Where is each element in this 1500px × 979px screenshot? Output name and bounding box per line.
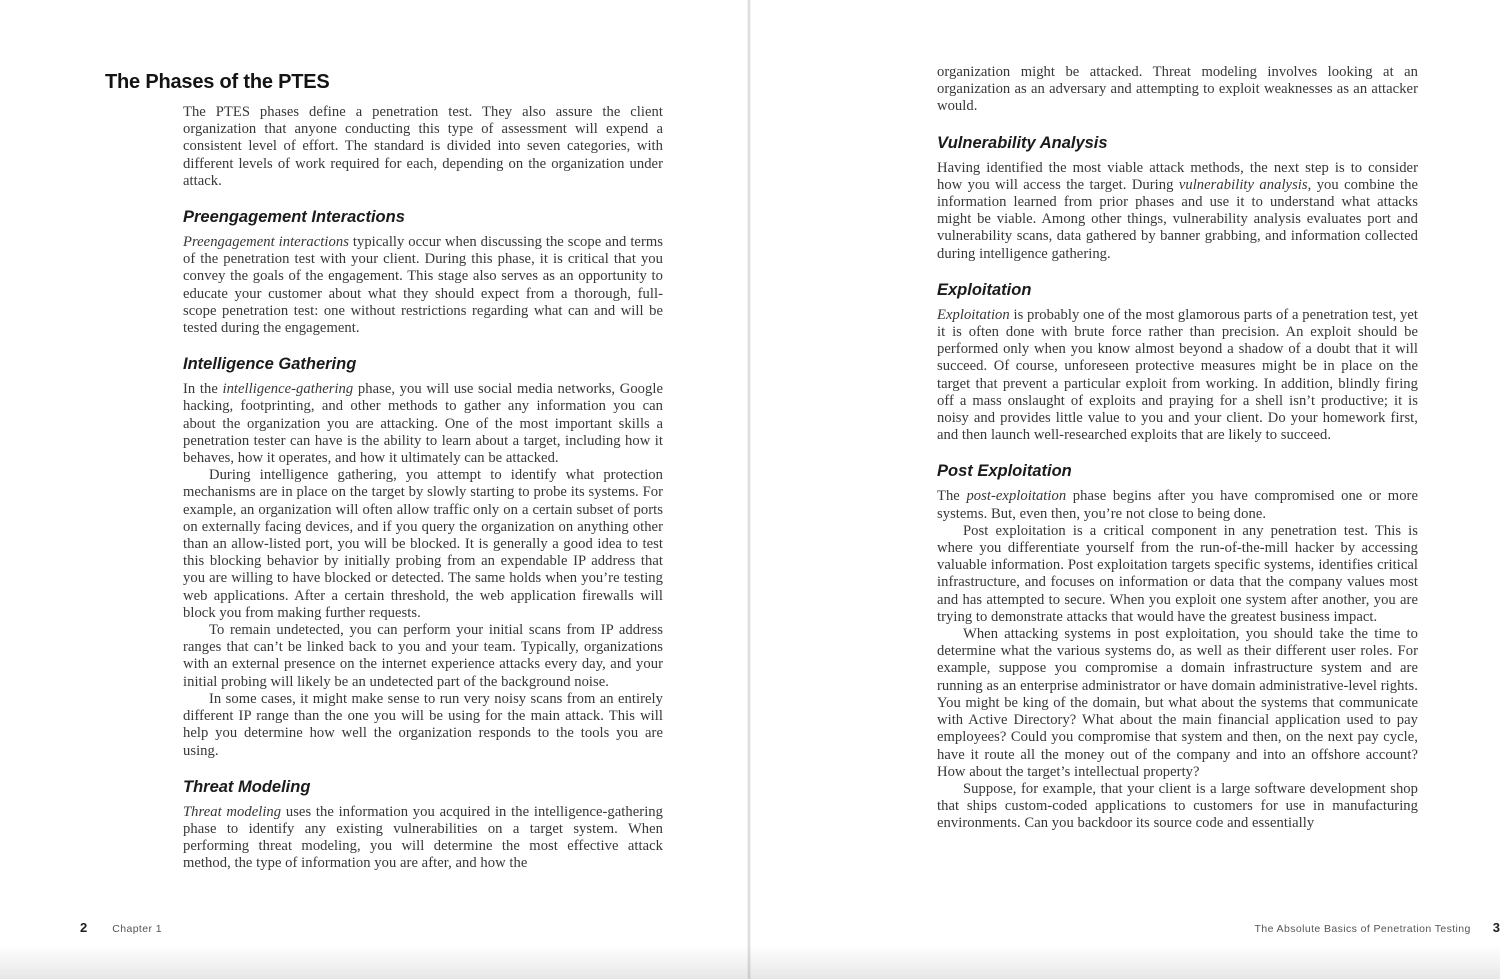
paragraph bbox=[937, 781, 1418, 833]
paragraph bbox=[937, 64, 1418, 116]
page-number: 3 bbox=[1492, 920, 1500, 935]
body-text: Having identified the most viable attack methods, the next step is to consider how you will access the target. During bbox=[937, 159, 1418, 193]
paragraph bbox=[183, 622, 663, 691]
paragraph bbox=[183, 691, 663, 760]
body-text: Suppose, for example, that your client is a large software development shop that ships custom-coded applications to customers for use in manufacturing environments. Can you backdoor its source code and essentially bbox=[937, 780, 1418, 832]
right-page bbox=[750, 0, 1500, 979]
subsection-heading-exploitation: Exploitation bbox=[937, 280, 1032, 299]
right-text-column bbox=[937, 64, 1418, 833]
emphasized-text: Threat modeling bbox=[183, 803, 282, 820]
body-text: In some cases, it might make sense to run very noisy scans from an entirely different IP range than the one you will be using for the main attack. This will help you determine how well the organization responds to the tools you are using. bbox=[183, 690, 663, 759]
body-text: phase begins after you have compromised one or more systems. But, even then, you’re not close to being done. bbox=[937, 488, 1418, 522]
paragraph bbox=[183, 467, 663, 622]
paragraph bbox=[937, 488, 1418, 522]
body-text: is probably one of the most glamorous parts of a penetration test, yet it is often done with brute force rather than precision. An exploit should be performed only when you know almost beyond a shadow of a doubt that it will succeed. Of course, unforeseen protective measures might be in place on the target that prevent a particular exploit from working. In addition, blindly firing off a mass onslaught of exploits and praying for a shell isn’t productive; it is noisy and provides little value to you and your client. Do your homework first, and then launch well-researched exploits that are likely to succeed. bbox=[937, 306, 1418, 444]
subsection-heading-preengagement: Preengagement Interactions bbox=[183, 208, 405, 227]
subsection-heading-threat-modeling: Threat Modeling bbox=[183, 777, 311, 796]
page-gutter-divider bbox=[748, 0, 750, 979]
book-running-label: The Absolute Basics of Penetration Testing bbox=[1254, 923, 1471, 935]
body-text: The bbox=[937, 488, 967, 505]
body-text: phase, you will use social media networks, Google hacking, footprinting, and other methods to gather any information you can about the organization you are attacking. One of the most important skills a penetration tester can have is the ability to learn about a target, including how it behaves, how it operates, and how it ultimately can be attacked. bbox=[183, 381, 663, 467]
body-text: To remain undetected, you can perform your initial scans from IP address ranges that can’t be linked back to you and your team. Typically, organizations with an external presence on the internet experience attacks every day, and your initial probing will likely be an undetected part of the background noise. bbox=[183, 622, 663, 690]
emphasized-text: intelligence-gathering bbox=[222, 381, 354, 398]
subsection-heading-intelligence-gathering: Intelligence Gathering bbox=[183, 355, 357, 374]
body-text: organization might be attacked. Threat modeling involves looking at an organization as an adversary and attempting to exploit weaknesses as an attacker would. bbox=[937, 64, 1418, 115]
paragraph bbox=[183, 234, 663, 337]
paragraph bbox=[183, 104, 663, 190]
right-page-footer bbox=[750, 920, 1500, 935]
left-text-column bbox=[183, 104, 663, 873]
emphasized-text: Exploitation bbox=[937, 306, 1010, 323]
emphasized-text: vulnerability analysis bbox=[1178, 176, 1308, 193]
subsection-heading-post-exploitation: Post Exploitation bbox=[937, 462, 1072, 481]
paragraph bbox=[937, 626, 1418, 781]
body-text: In the bbox=[183, 381, 223, 398]
left-page-footer bbox=[0, 920, 830, 935]
emphasized-text: Preengagement interactions bbox=[183, 234, 349, 251]
subsection-heading-vulnerability-analysis: Vulnerability Analysis bbox=[937, 133, 1108, 152]
paragraph bbox=[183, 804, 663, 873]
section-title: The Phases of the PTES bbox=[105, 71, 330, 93]
body-text: When attacking systems in post exploitation, you should take the time to determine what the various systems do, as well as their different user roles. For example, suppose you compromise a domain infrastructure system and are running as an enterprise administrator or have domain administrative-level rights. You might be king of the domain, but what about the systems that communicate with Active Directory? What about the main financial application used to pay employees? Could you compromise that system and then, on the next pay cycle, have it route all the money out of the company and into an offshore account? How about the target’s intellectual property? bbox=[937, 626, 1418, 780]
body-text: During intelligence gathering, you attempt to identify what protection mechanisms are in place on the target by slowly starting to probe its systems. For example, an organization will often allow traffic only on a certain subset of ports on externally facing devices, and if you query the organization on anything other than an allow-listed port, you will be blocked. It is generally a good idea to test this blocking behavior by initially probing from an expendable IP address that you are willing to have blocked or detected. The same holds when you’re testing web applications. After a certain threshold, the web application firewalls will block you from making further requests. bbox=[183, 467, 663, 621]
body-text: Post exploitation is a critical component in any penetration test. This is where you differentiate yourself from the run-of-the-mill hacker by accessing valuable information. Post exploitation targets specific systems, identifies critical infrastructure, and focuses on information or data that the company values most and has attempted to secure. When you exploit one system after another, you are trying to demonstrate attacks that would have the greatest business impact. bbox=[937, 522, 1418, 625]
body-text: typically occur when discussing the scope and terms of the penetration test with your client. During this phase, it is critical that you convey the goals of the engagement. This stage also serves as an opportunity to educate your customer about what they should expect from a thorough, full-scope penetration test: one without restrictions regarding what can and will be tested during the engagement. bbox=[183, 234, 663, 337]
chapter-running-label: Chapter 1 bbox=[112, 923, 162, 935]
paragraph bbox=[937, 160, 1418, 263]
emphasized-text: post-exploitation bbox=[966, 488, 1067, 505]
paragraph bbox=[937, 523, 1418, 626]
paragraph bbox=[937, 307, 1418, 445]
body-text: The PTES phases define a penetration test. They also assure the client organization that anyone conducting this type of assessment will expend a consistent level of effort. The standard is divided into seven categories, with different levels of work required for each, depending on the organization under attack. bbox=[183, 104, 663, 189]
body-text: uses the information you acquired in the intelligence-gathering phase to identify any existing vulnerabilities on a target system. When performing threat modeling, you will determine the most effective attack method, the type of information you are after, and how the bbox=[183, 803, 663, 872]
body-text: , you combine the information learned from prior phases and use it to understand what attacks might be viable. Among other things, vulnerability analysis evaluates port and vulnerability scans, data gathered by banner grabbing, and information collected during intelligence gathering. bbox=[937, 176, 1419, 262]
paragraph bbox=[183, 381, 663, 467]
page-number: 2 bbox=[80, 920, 88, 935]
